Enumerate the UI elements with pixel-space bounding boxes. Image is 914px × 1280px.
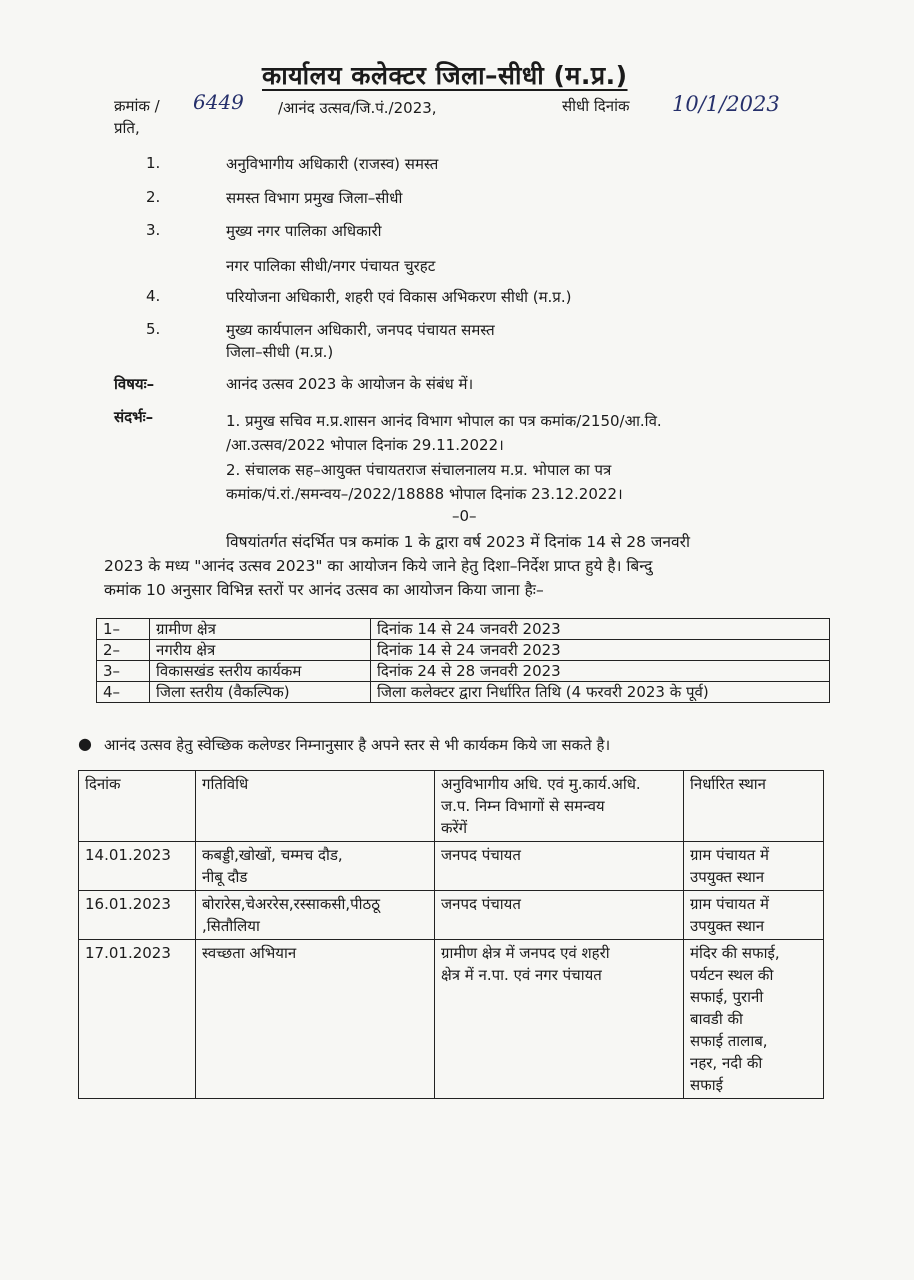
recipient-number: 4. [146, 287, 161, 305]
recipient-line: मुख्य नगर पालिका अधिकारी [226, 222, 382, 240]
office-title: कार्यालय कलेक्टर जिला–सीधी (म.प्र.) [262, 61, 628, 90]
reference-line: /आ.उत्सव/2022 भोपाल दिनांक 29.11.2022। [226, 436, 504, 454]
separator: –0– [452, 507, 477, 525]
body-line: कमांक 10 अनुसार विभिन्न स्तरों पर आनंद उत्सव का आयोजन किया जाना हैः– [104, 581, 544, 599]
table-row [79, 940, 824, 1099]
dates-cell: दिनांक 14 से 24 जनवरी 2023 [371, 640, 830, 661]
level-cell: ग्रामीण क्षेत्र [150, 619, 371, 640]
activity-cell: बोरारेस,चेअररेस,रस्साकसी,पीठठू ,सितौलिया [196, 891, 435, 940]
recipient-number: 1. [146, 154, 161, 172]
date-cell: 14.01.2023 [79, 842, 196, 891]
place-date-label: सीधी दिनांक [562, 97, 630, 115]
calendar-intro: आनंद उत्सव हेतु स्वेच्छिक कलेण्डर निम्नानुसार है अपने स्तर से भी कार्यकम किये जा सकते है। [104, 736, 611, 754]
handwritten-date: 10/1/2023 [672, 92, 780, 116]
recipient-number: 5. [146, 320, 161, 338]
place-cell: मंदिर की सफाई, पर्यटन स्थल की सफाई, पुरानी बावडी की सफाई तालाब, नहर, नदी की सफाई [684, 940, 824, 1099]
coordination-cell: जनपद पंचायत [435, 891, 684, 940]
dates-cell: दिनांक 14 से 24 जनवरी 2023 [371, 619, 830, 640]
dates-cell: जिला कलेक्टर द्वारा निर्धारित तिथि (4 फरवरी 2023 के पूर्व) [371, 682, 830, 703]
header-activity: गतिविधि [196, 771, 435, 842]
reference-line: 2. संचालक सह–आयुक्त पंचायतराज संचालनालय म.प्र. भोपाल का पत्र [226, 461, 612, 479]
subject-text: आनंद उत्सव 2023 के आयोजन के संबंध में। [226, 375, 474, 393]
recipient-number: 2. [146, 188, 161, 206]
dates-cell: दिनांक 24 से 28 जनवरी 2023 [371, 661, 830, 682]
serial-cell: 2– [97, 640, 150, 661]
recipient-line: समस्त विभाग प्रमुख जिला–सीधी [226, 189, 403, 207]
serial-cell: 3– [97, 661, 150, 682]
header-date: दिनांक [79, 771, 196, 842]
table-row [97, 682, 830, 703]
date-cell: 17.01.2023 [79, 940, 196, 1099]
bullet-icon: ● [78, 734, 92, 753]
recipient-line: जिला–सीधी (म.प्र.) [226, 343, 334, 361]
table-row [79, 891, 824, 940]
calendar-table [78, 770, 824, 1099]
recipient-number: 3. [146, 221, 161, 239]
table-row [97, 661, 830, 682]
level-cell: विकासखंड स्तरीय कार्यकम [150, 661, 371, 682]
subject-label: विषयः– [114, 375, 155, 393]
place-cell: ग्राम पंचायत में उपयुक्त स्थान [684, 842, 824, 891]
activity-cell: कबड्डी,खोखों, चम्मच दौड, नीबू दौड [196, 842, 435, 891]
header-place: निर्धारित स्थान [684, 771, 824, 842]
date-cell: 16.01.2023 [79, 891, 196, 940]
kramank-suffix: /आनंद उत्सव/जि.पं./2023, [278, 99, 437, 117]
levels-table [96, 618, 830, 703]
coordination-cell: ग्रामीण क्षेत्र में जनपद एवं शहरी क्षेत्र में न.पा. एवं नगर पंचायत [435, 940, 684, 1099]
coordination-cell: जनपद पंचायत [435, 842, 684, 891]
reference-label: संदर्भः– [114, 408, 154, 426]
recipient-line: नगर पालिका सीधी/नगर पंचायत चुरहट [226, 257, 436, 275]
reference-line: 1. प्रमुख सचिव म.प्र.शासन आनंद विभाग भोपाल का पत्र कमांक/2150/आ.वि. [226, 412, 662, 430]
level-cell: नगरीय क्षेत्र [150, 640, 371, 661]
kramank-label: क्रमांक / [114, 97, 160, 115]
serial-cell: 1– [97, 619, 150, 640]
recipient-line: परियोजना अधिकारी, शहरी एवं विकास अभिकरण सीधी (म.प्र.) [226, 288, 572, 306]
table-header-row [79, 771, 824, 842]
recipient-line: अनुविभागीय अधिकारी (राजस्व) समस्त [226, 155, 439, 173]
body-line: 2023 के मध्य "आनंद उत्सव 2023" का आयोजन किये जाने हेतु दिशा–निर्देश प्राप्त हुये है। बिन्दु [104, 557, 653, 575]
serial-cell: 4– [97, 682, 150, 703]
level-cell: जिला स्तरीय (वैकल्पिक) [150, 682, 371, 703]
kramank-number: 6449 [193, 90, 244, 114]
body-line: विषयांतर्गत संदर्भित पत्र कमांक 1 के द्वारा वर्ष 2023 में दिनांक 14 से 28 जनवरी [226, 533, 690, 551]
activity-cell: स्वच्छता अभियान [196, 940, 435, 1099]
table-row [97, 619, 830, 640]
table-row [97, 640, 830, 661]
to-label: प्रति, [114, 119, 140, 137]
table-row [79, 842, 824, 891]
reference-line: कमांक/पं.रां./समन्वय–/2022/18888 भोपाल दिनांक 23.12.2022। [226, 485, 623, 503]
header-coordination: अनुविभागीय अधि. एवं मु.कार्य.अधि. ज.प. निम्न विभागों से समन्वय करेंगें [435, 771, 684, 842]
place-cell: ग्राम पंचायत में उपयुक्त स्थान [684, 891, 824, 940]
recipient-line: मुख्य कार्यपालन अधिकारी, जनपद पंचायत समस्त [226, 321, 495, 339]
